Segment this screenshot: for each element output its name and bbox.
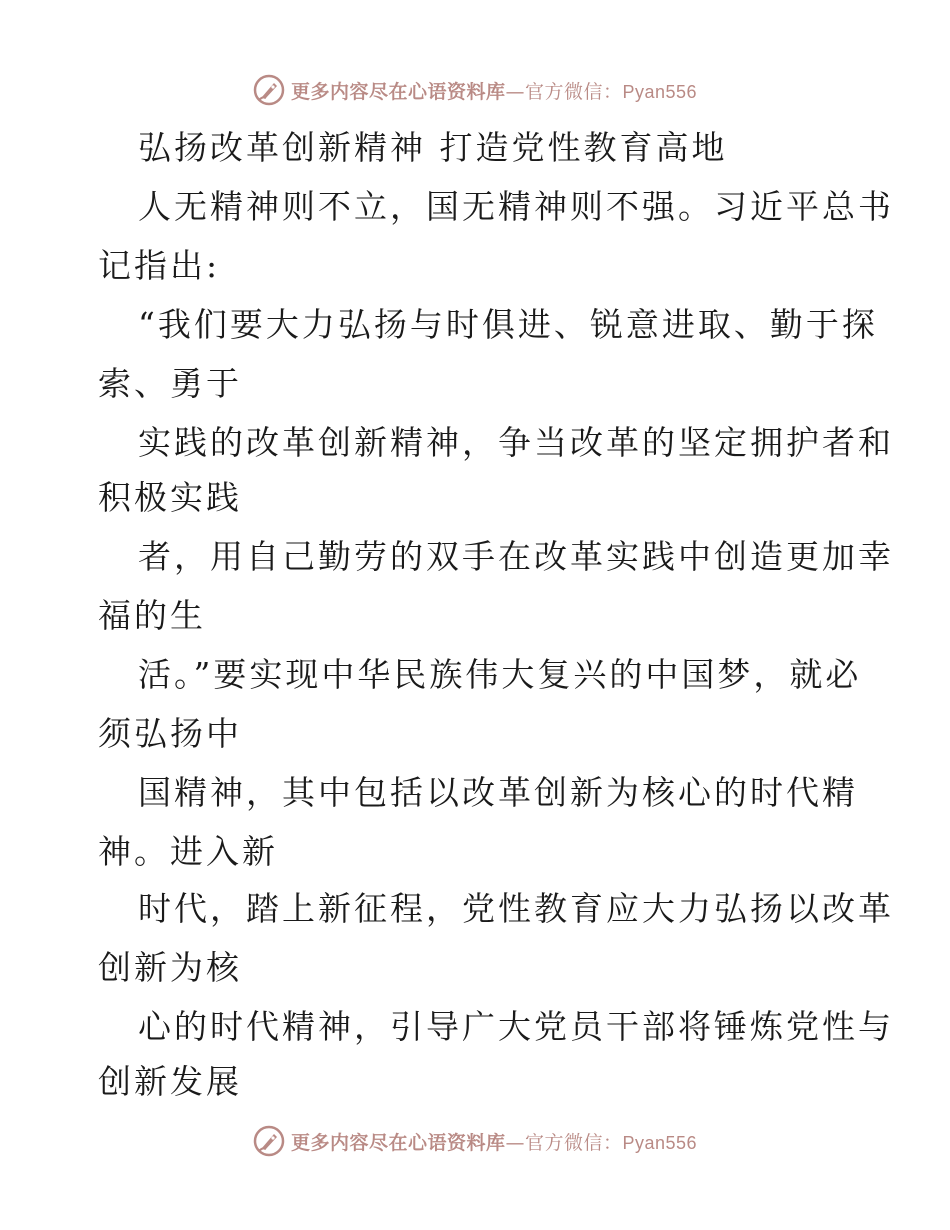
watermark-wechat-id: Pyan556 xyxy=(622,81,698,102)
text-line: 须弘扬中 xyxy=(98,714,242,753)
pen-nib-logo-icon xyxy=(253,74,285,106)
text-line: 时代，踏上新征程，党性教育应大力弘扬以改革 xyxy=(138,889,894,928)
text-line: 人无精神则不立，国无精神则不强。习近平总书 xyxy=(138,187,894,226)
watermark-dash: — xyxy=(505,80,525,103)
text-line: 记指出: xyxy=(98,246,221,285)
watermark-site: 更多内容尽在心语资料库 xyxy=(290,80,506,103)
pen-nib-logo-icon xyxy=(253,1125,285,1157)
text-line: 者，用自己勤劳的双手在改革实践中创造更加幸 xyxy=(138,537,894,576)
text-line: 活。”要实现中华民族伟大复兴的中国梦，就必 xyxy=(138,655,862,694)
document-title: 弘扬改革创新精神 打造党性教育高地 xyxy=(138,128,728,167)
text-line: 心的时代精神，引导广大党员干部将锤炼党性与 xyxy=(138,1007,894,1046)
footer-watermark xyxy=(0,1121,950,1161)
text-line: 积极实践 xyxy=(98,478,242,517)
watermark-dash: — xyxy=(505,1131,525,1154)
text-line: 创新为核 xyxy=(98,948,242,987)
text-line: 创新发展 xyxy=(98,1062,242,1101)
text-line: 国精神，其中包括以改革创新为核心的时代精 xyxy=(138,773,858,812)
watermark-site: 更多内容尽在心语资料库 xyxy=(290,1131,506,1154)
watermark-text xyxy=(291,1128,697,1155)
watermark-wechat-label: 官方微信： xyxy=(524,80,623,103)
text-line: 福的生 xyxy=(98,596,206,635)
watermark-wechat-label: 官方微信： xyxy=(524,1131,623,1154)
text-line: 实践的改革创新精神，争当改革的坚定拥护者和 xyxy=(138,423,894,462)
text-line: 神。进入新 xyxy=(98,832,278,871)
watermark-wechat-id: Pyan556 xyxy=(622,1132,698,1153)
header-watermark xyxy=(0,70,950,110)
text-line: 索、勇于 xyxy=(98,364,242,403)
text-line: “我们要大力弘扬与时俱进、锐意进取、勤于探 xyxy=(138,305,878,344)
watermark-text xyxy=(291,77,697,104)
